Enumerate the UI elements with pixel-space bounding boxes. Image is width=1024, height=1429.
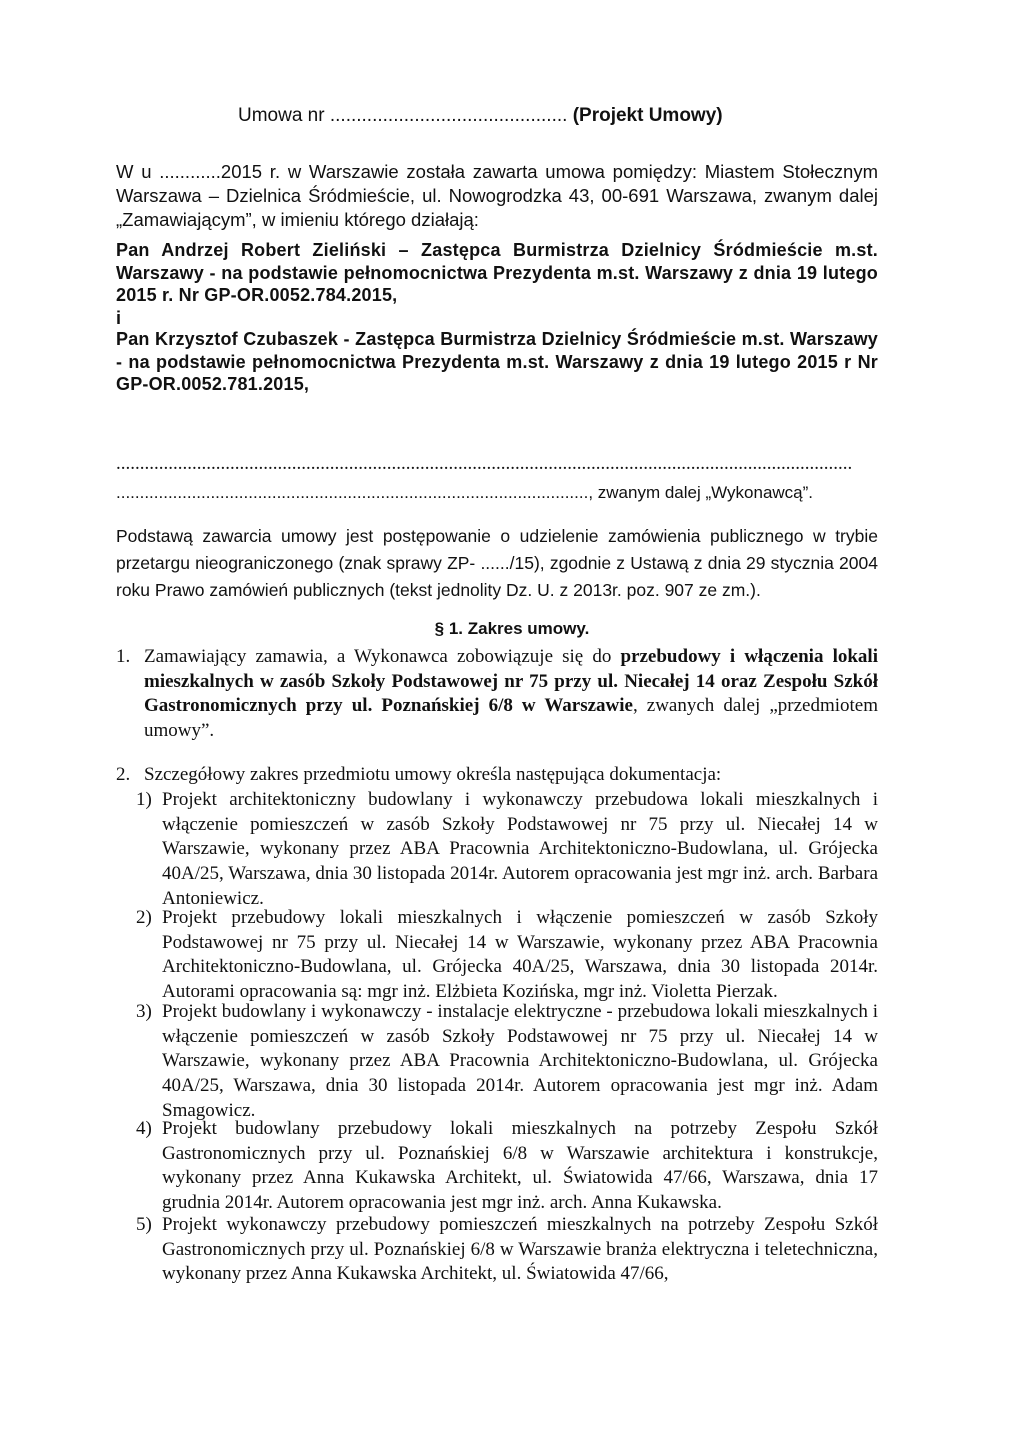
- item-text: [144, 645, 878, 744]
- basis-paragraph: Podstawą zawarcia umowy jest postępowanie o udzielenie zamówienia publicznego w trybie przetargu nieograniczonego (znak sprawy ZP- ....../15), zgodnie z Ustawą z dnia 29 stycznia 2004 roku Prawo zamówień publicznych (tekst jednolity Dz. U. z 2013r. poz. 907 ze zm.).: [116, 526, 878, 601]
- section-heading: § 1. Zakres umowy.: [434, 619, 590, 638]
- doc-item-3: [136, 1000, 878, 1123]
- section-item-1: [116, 645, 878, 744]
- doc-number: 2): [136, 907, 152, 928]
- title-draft-label: (Projekt Umowy): [572, 105, 723, 126]
- contractor-blank-line: ...........................................................................................................................................................: [116, 453, 853, 474]
- doc-text: Projekt przebudowy lokali mieszkalnych i włączenie pomieszczeń w zasób Szkoły Podstawowej nr 75 przy ul. Niecałej 14 w Warszawie, wykonany przez ABA Pracownia Architektoniczno-Budowlana, ul. Grójecka 40A/25, Warszawa, dnia 30 listopada 2014r. Autorami opracowania są: mgr inż. Elżbieta Kozińska, mgr inż. Violetta Pierzak.: [162, 907, 878, 1003]
- doc-text: Projekt budowlany przebudowy lokali mieszkalnych na potrzeby Zespołu Szkół Gastronomicznych przy ul. Poznańskiej 6/8 w Warszawie architektura i konstrukcje, wykonany przez Anna Kukawska Architekt, ul. Światowida 47/66, Warszawa, dnia 17 grudnia 2014r. Autorem opracowania jest mgr inż. arch. Anna Kukawska.: [162, 1118, 878, 1214]
- contractor-line: [116, 482, 878, 504]
- contractor-blank: ....................................................................................................: [116, 483, 589, 502]
- doc-number: 1): [136, 789, 152, 810]
- doc-item-5: [136, 1213, 878, 1287]
- intro-paragraph: W u ............2015 r. w Warszawie została zawarta umowa pomiędzy: Miastem Stołecznym Warszawa – Dzielnica Śródmieście, ul. Nowogrodzka 43, 00-691 Warszawa, zwanym dalej „Zamawiającym”, w imieniu którego działają:: [116, 161, 878, 231]
- doc-number: 4): [136, 1118, 152, 1139]
- doc-number: 3): [136, 1001, 152, 1022]
- doc-text: Projekt architektoniczny budowlany i wykonawczy przebudowa lokali mieszkalnych i włączenie pomieszczeń w zasób Szkoły Podstawowej nr 75 przy ul. Niecałej 14 w Warszawie, wykonany przez ABA Pracownia Architektoniczno-Budowlana, ul. Grójecka 40A/25, Warszawa, dnia 30 listopada 2014r. Autorem opracowania jest mgr inż. arch. Barbara Antoniewicz.: [162, 789, 878, 909]
- item-number: 1.: [116, 646, 131, 667]
- item-number: 2.: [116, 764, 131, 785]
- document-title: [238, 104, 723, 129]
- item-text-a: Zamawiający zamawia, a Wykonawca zobowiązuje się do: [144, 646, 621, 667]
- conjunction-and: i: [116, 308, 122, 329]
- doc-item-1: [136, 788, 878, 911]
- representative-2: Pan Krzysztof Czubaszek - Zastępca Burmistrza Dzielnicy Śródmieście m.st. Warszawy - na podstawie pełnomocnictwa Prezydenta m.st. Warszawy z dnia 19 lutego 2015 r Nr GP-OR.0052.781.2015,: [116, 329, 878, 395]
- contractor-suffix: , zwanym dalej „Wykonawcą”.: [588, 483, 814, 502]
- representative-1-text: Pan Andrzej Robert Zieliński – Zastępca Burmistrza Dzielnicy Śródmieście m.st. Warszawy - na podstawie pełnomocnictwa Prezydenta m.st. Warszawy z dnia 19 lutego 2015 r. Nr GP-OR.0052.784.2015,: [116, 240, 878, 306]
- item-text-bold: przebudowy i włączenia lokali mieszkalnych w zasób Szkoły Podstawowej nr 75 przy ul. Niecałej 14 oraz Zespołu Szkół Gastronomicznych przy ul. Poznańskiej 6/8 w Warszawie: [144, 646, 878, 717]
- doc-text: Projekt wykonawczy przebudowy pomieszczeń mieszkalnych na potrzeby Zespołu Szkół Gastronomicznych przy ul. Poznańskiej 6/8 w Warszawie branża elektryczna i teletechniczna, wykonany przez Anna Kukawska Architekt, ul. Światowida 47/66,: [162, 1214, 878, 1285]
- item-text: Szczegółowy zakres przedmiotu umowy określa następująca dokumentacja:: [144, 764, 722, 785]
- title-contract-number: Umowa nr .............................................: [238, 105, 568, 126]
- doc-text: Projekt budowlany i wykonawczy - instalacje elektryczne - przebudowa lokali mieszkalnych i włączenie pomieszczeń w zasób Szkoły Podstawowej nr 75 przy ul. Niecałej 14 w Warszawie, wykonany przez ABA Pracownia Architektoniczno-Budowlana, ul. Grójecka 40A/25, Warszawa, dnia 30 listopada 2014r. Autorem opracowania jest mgr inż. Adam Smagowicz.: [162, 1001, 878, 1121]
- doc-number: 5): [136, 1214, 152, 1235]
- item-text-c: , zwanych dalej „przedmiotem umowy”.: [144, 695, 878, 742]
- doc-item-4: [136, 1117, 878, 1216]
- doc-item-2: [136, 906, 878, 1005]
- representative-1: [116, 239, 878, 330]
- section-item-2: [116, 763, 878, 788]
